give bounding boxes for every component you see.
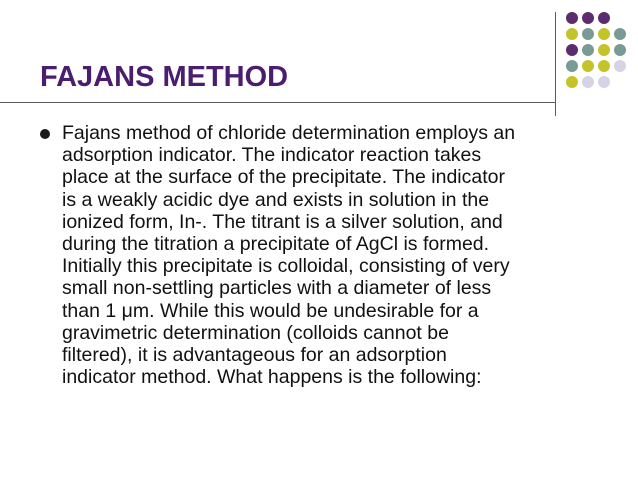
decorative-dot <box>614 60 626 72</box>
title-divider-vertical <box>555 12 556 116</box>
decorative-dot <box>598 76 610 88</box>
decorative-dot <box>598 28 610 40</box>
decorative-dot <box>614 44 626 56</box>
decorative-dot <box>614 28 626 40</box>
decorative-dot <box>566 44 578 56</box>
bullet-line: gravimetric determination (colloids cannot be <box>62 321 449 344</box>
decorative-dot <box>598 44 610 56</box>
bullet-line: adsorption indicator. The indicator reaction takes <box>62 144 482 167</box>
bullet-line: small non-settling particles with a diameter of less <box>62 277 492 300</box>
bullet-text <box>62 122 614 388</box>
bullet-line: Initially this precipitate is colloidal, consisting of very <box>62 255 510 278</box>
bullet-line: during the titration a precipitate of AgCl is formed. <box>62 233 490 256</box>
decorative-dot <box>566 76 578 88</box>
bullet-line: ionized form, In-. The titrant is a silver solution, and <box>62 210 503 233</box>
bullet-icon <box>40 129 50 139</box>
bullet-line: indicator method. What happens is the following: <box>62 366 482 389</box>
bullet-line: Fajans method of chloride determination employs an <box>62 122 516 144</box>
decorative-dot <box>582 44 594 56</box>
bullet-line: than 1 μm. While this would be undesirable for a <box>62 299 479 322</box>
decorative-dot <box>598 60 610 72</box>
bullet-line: is a weakly acidic dye and exists in solution in the <box>62 188 490 211</box>
title-divider-horizontal <box>0 102 555 103</box>
decorative-dot <box>566 28 578 40</box>
slide-title: FAJANS METHOD <box>40 61 289 93</box>
decorative-dot <box>582 12 594 24</box>
bullet-line: place at the surface of the precipitate. The indicator <box>62 166 505 189</box>
decorative-dot <box>566 60 578 72</box>
decorative-dot <box>582 76 594 88</box>
decorative-dot <box>582 60 594 72</box>
decorative-dot <box>598 12 610 24</box>
bullet-line: filtered), it is advantageous for an adsorption <box>62 344 447 367</box>
decorative-dot-grid <box>566 12 632 92</box>
decorative-dot <box>566 12 578 24</box>
decorative-dot <box>582 28 594 40</box>
